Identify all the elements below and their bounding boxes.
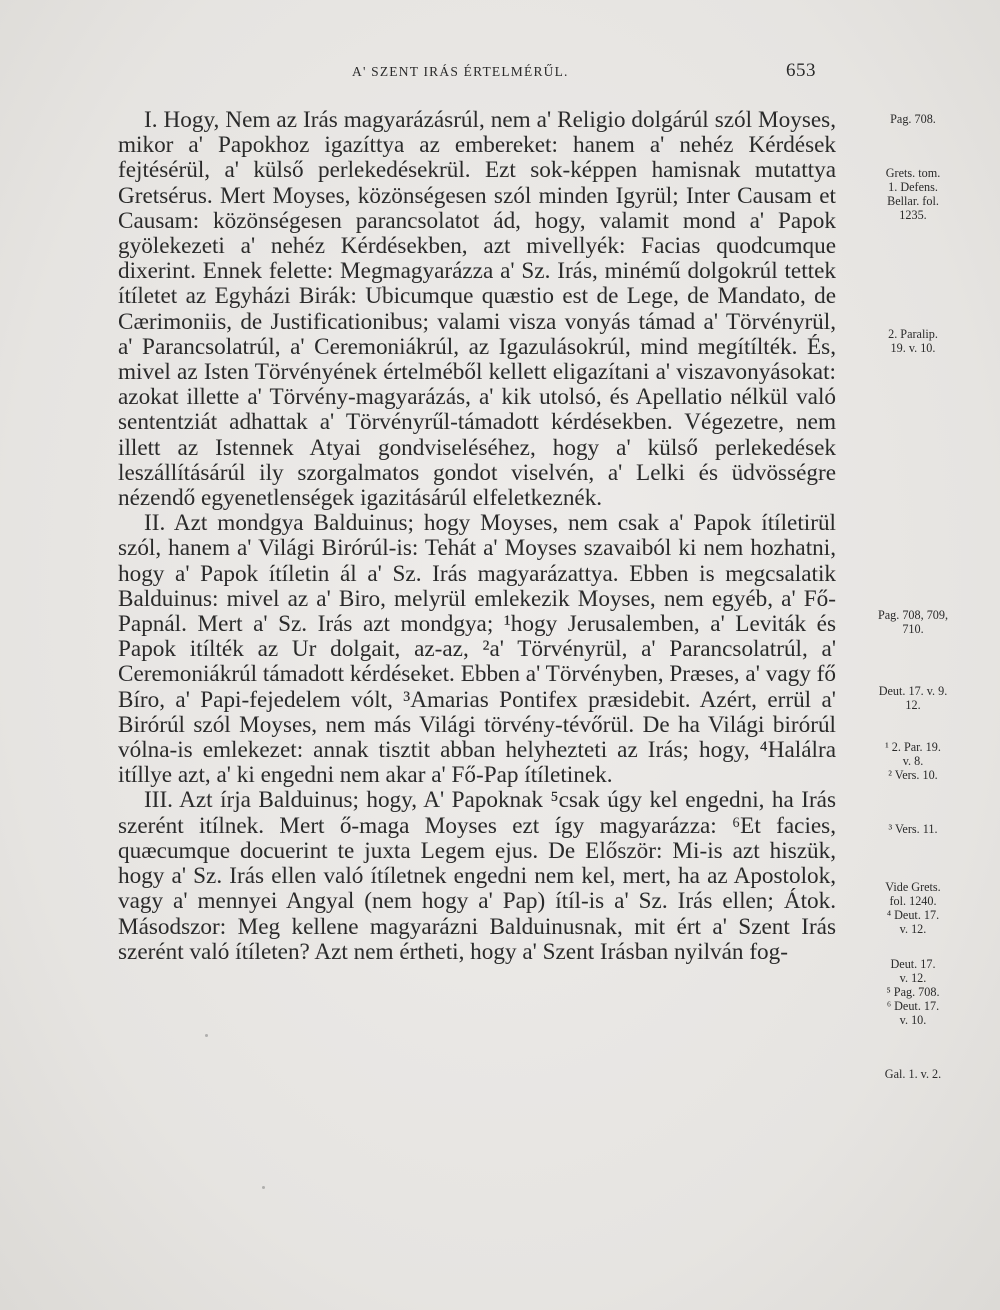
margin-note-line: ⁶ Deut. 17. (886, 999, 940, 1013)
paragraph-2: II. Azt mondgya Balduinus; hogy Moyses, nem csak a' Papok ítíletirül szól, hanem a' Világi Birórúl-is: Tehát a' Moyses szavaiból ki nem hozhatni, hogy a' Papok ítíletin ál a' Sz. Irás magyarázattya. Ebben is megcsalatik Balduinus: mivel az a' Biro, melyrül emlekezik Moyses, nem egyéb, a' Fő-Papnál. Mert a' Sz. Irás azt mondgya; ¹hogy Jerusalemben, a' Leviták és Papok itílték az Ur dolgait, az-az, ²a' Törvényrül, a' Parancsolatrúl, a' Ceremoniákrúl támadott kérdéseket. Ebben a' Törvényben, Præses, a' vagy fő Bíro, a' Papi-fejedelem vólt, ³Amarias Pontifex præsidebit. Azért, errül a' Birórúl szól Moyses, nem más Világi törvény-tévőrül. De ha Világi birórúl vólna-is emlekezet: annak tisztit abban helyhezteti az Irás; hogy, ⁴Halálra itíllye azt, a' ki engedni nem akar a' Fő-Pap ítíletinek. (118, 510, 836, 789)
margin-note-line: Vide Grets. (885, 880, 941, 894)
main-text (118, 108, 836, 965)
margin-note-line: 19. v. 10. (890, 341, 936, 355)
margin-note-line: Grets. tom. (885, 166, 941, 180)
margin-note-line: ⁵ Pag. 708. (886, 985, 940, 999)
margin-note-line: Pag. 708, 709, (877, 608, 949, 622)
margin-note (838, 327, 988, 355)
margin-note-line: v. 10. (899, 1013, 927, 1027)
margin-note-line: ³ Vers. 11. (888, 822, 938, 836)
paragraph-1: I. Hogy, Nem az Irás magyarázásrúl, nem a' Religio dolgárúl szól Moyses, mikor a' Papokhoz igazíttya az embereket: hanem a' nehéz Kérdések fejtésérül, a' külső perlekedésekrül. Ezt sok-képpen hamisnak mutattya Gretsérus. Mert Moyses, közönségesen szól minden Igyrül; Inter Causam et Causam: közönségesen parancsolatot ád, hogy, valamit mond a' Papok gyölekezeti a' nehéz Kérdésekben, azt mivellyék: Facias quodcumque dixerint. Ennek felette: Megmagyarázza a' Sz. Irás, minémű dolgokrúl tettek ítíletet az Egyházi Birák: Ubicumque quæstio est de Lege, de Mandato, de Cærimoniis, de Justificationibus; valami visza vonyás támad a' Törvényrül, a' Parancsolatrúl, a' Ceremoniákrúl, az Igazulásokrúl, mind megítílték. És, mivel az Isten Törvényének értelméből kellett eligazítani a' viszavonyásokat: azokat illette a' Törvény-magyarázás, a' kik utolsó, és Apellatio nélkül való sententziát adhattak a' Törvényrűl-támadott kérdésekben. Végezetre, nem illett az Istennek Atyai gondviseléséhez, hogy a' külső perlekedések leszállításárúl ily szorgalmatos gondot viselvén, a' Lelki és üdvösségre nézendő egyenetlenségek igazitásárúl elfeletkeznék. (118, 107, 836, 512)
margin-note-line: 2. Paralip. (888, 327, 938, 341)
margin-note-line: 1235. (899, 208, 927, 222)
page-header (120, 60, 830, 90)
margin-note-line: ⁴ Deut. 17. (886, 908, 940, 922)
margin-note-line: v. 12. (899, 971, 927, 985)
margin-note (838, 166, 988, 222)
margin-note-line: 710. (902, 622, 924, 636)
margin-note (838, 1067, 988, 1081)
margin-note-line: Deut. 17. v. 9. (878, 684, 948, 698)
margin-note-line: ² Vers. 10. (888, 768, 938, 782)
paper-speck (205, 1034, 208, 1037)
margin-note-line: 1. Defens. (888, 180, 938, 194)
margin-note-line: v. 8. (902, 754, 924, 768)
margin-note (838, 608, 988, 636)
margin-note-line: Deut. 17. (890, 957, 936, 971)
margin-note (838, 684, 988, 712)
margin-note (838, 957, 988, 1027)
margin-note (838, 740, 988, 782)
paper-speck (262, 1186, 265, 1189)
page-number: 653 (786, 60, 816, 81)
paragraph-3: III. Azt írja Balduinus; hogy, A' Papoknak ⁵csak úgy kel engedni, ha Irás szerént itílnek. Mert ő-maga Moyses ezt így magyarázza: ⁶Et facies, quæcumque docuerint te juxta Legem ejus. De Először: Mi-is azt hiszük, hogy a' Sz. Irás ellen való ítíletnek engedni nem kel, mert, ha az Apostolok, vagy a' mennyei Angyal (nem hogy a' Pap) ítíl-is a' Sz. Irás ellen; Átok. Másodszor: Meg kellene magyarázni Balduinusnak, mit ért a' Szent Irás szerént való ítíleten? Azt nem értheti, hogy a' Szent Irásban nyilván fog- (118, 787, 836, 965)
margin-note (838, 112, 988, 126)
margin-note-line: Bellar. fol. (887, 194, 939, 208)
margin-note (838, 822, 988, 836)
margin-note-line: v. 12. (899, 922, 927, 936)
margin-note-line: ¹ 2. Par. 19. (885, 740, 941, 754)
margin-note-line: Pag. 708. (890, 112, 936, 126)
margin-note-line: fol. 1240. (889, 894, 937, 908)
margin-note-line: 12. (905, 698, 921, 712)
margin-note (838, 880, 988, 936)
running-title: A' SZENT IRÁS ÉRTELMÉRŰL. (352, 64, 569, 79)
margin-note-line: Gal. 1. v. 2. (884, 1067, 942, 1081)
